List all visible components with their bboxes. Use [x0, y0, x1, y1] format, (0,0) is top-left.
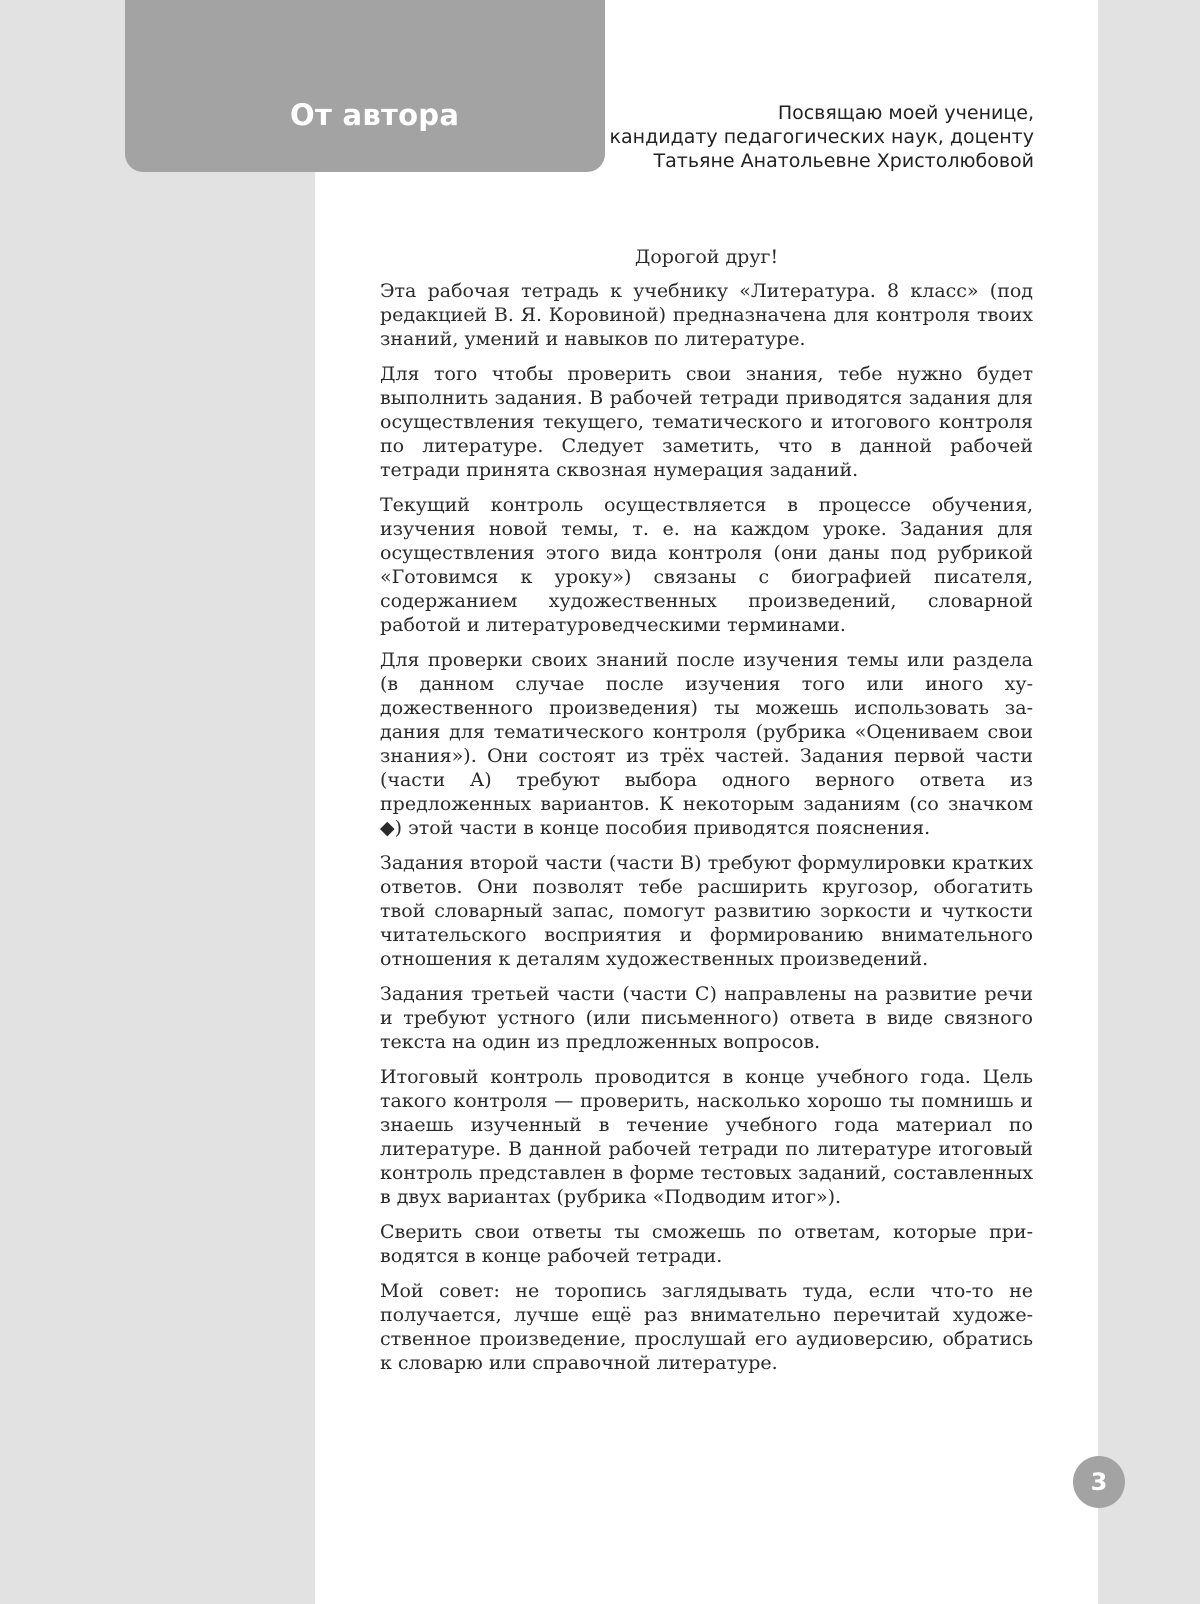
page-number: 3: [1073, 1456, 1125, 1508]
paragraph: Для того чтобы проверить свои знания, тебе нужно будет выполнить задания. В рабочей тетради приводятся задания для осуществления текущего, тематического и итогового контроля по литературе. Следует заметить, что в данной рабочей тетради принята сквозная нумерация заданий.: [380, 363, 1033, 481]
paragraph: Задания второй части (части В) требуют формулировки кратких ответов. Они позволят тебе расширить кругозор, обогатить твой словарный запас, помогут развитию зоркости и чуткости читательского восприятия и формированию внимательного отношения к деталям художественных произведений.: [380, 852, 1033, 970]
paragraph: Текущий контроль осуществляется в процессе обучения, изучения новой темы, т. е. на каждом уроке. Задания для осуществления этого вида контроля (они даны под рубрикой «Готовимся к уроку») связаны с биографией писателя, содержанием художественных произведений, словарной работой и литературоведческими терминами.: [380, 494, 1033, 636]
paragraph: Задания третьей части (части С) направлены на развитие речи и требуют устного (или письменного) ответа в виде связного текста на один из предложенных вопросов.: [380, 983, 1033, 1053]
paragraph: Для проверки своих знаний после изучения темы или раздела (в данном случае после изучения того или иного художественного произведения) ты можешь использовать задания для тематического контроля (рубрика «Оцениваем свои знания»). Они состоят из трёх частей. Задания первой части (части А) требуют выбора одного верного ответа из предложенных вариантов. К некоторым заданиям (со значком ◆) этой части в конце пособия приводятся пояснения.: [380, 649, 1033, 839]
right-margin-band: [1098, 0, 1200, 1604]
dedication-line: кандидату педагогических наук, доценту: [609, 126, 1034, 148]
greeting: Дорогой друг!: [634, 246, 779, 268]
dedication: [514, 101, 1034, 173]
dedication-line: Посвящаю моей ученице,: [777, 102, 1034, 124]
main-text: [380, 245, 1033, 1386]
paragraph: Итоговый контроль проводится в конце учебного года. Цель такого контроля — проверить, насколько хорошо ты помнишь и знаешь изученный в течение учебного года материал по литературе. В данной рабочей тетради по литературе итоговый контроль представлен в форме тестовых заданий, составленных в двух вариантах (рубрика «Подводим итог»).: [380, 1066, 1033, 1208]
dedication-line: Татьяне Анатольевне Христолюбовой: [653, 150, 1034, 172]
paragraph: Мой совет: не торопись заглядывать туда, если что-то не получается, лучше ещё раз внимательно перечитай художественное произведение, прослушай его аудиоверсию, обратись к словарю или справочной литературе.: [380, 1280, 1033, 1374]
paragraph: Эта рабочая тетрадь к учебнику «Литература. 8 класс» (под редакцией В. Я. Коровиной) предназначена для контроля твоих знаний, умений и навыков по литературе.: [380, 280, 1033, 350]
paragraph: Сверить свои ответы ты сможешь по ответам, которые приводятся в конце рабочей тетради.: [380, 1221, 1033, 1267]
section-title: От автора: [290, 98, 460, 132]
left-margin-band: [0, 0, 315, 1604]
